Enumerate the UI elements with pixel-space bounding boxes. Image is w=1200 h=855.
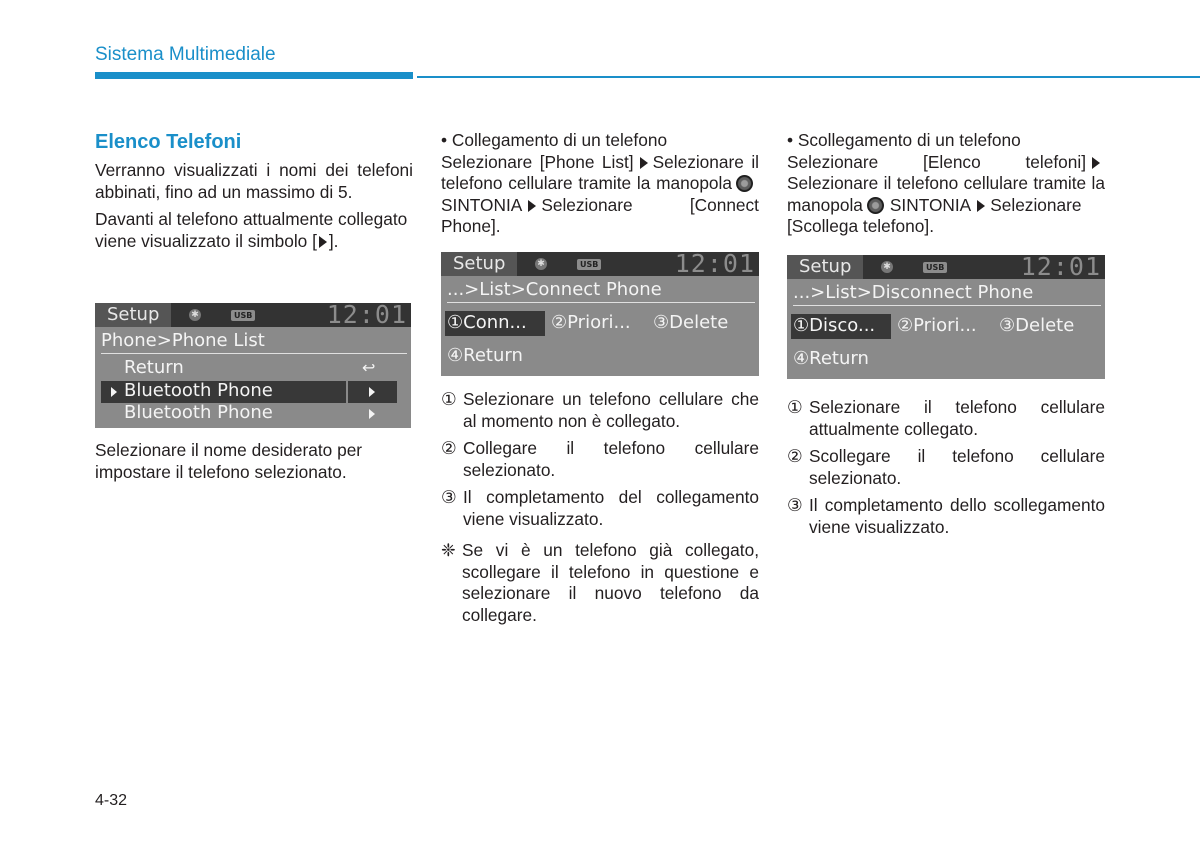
- list-item: [787, 446, 1105, 489]
- bluetooth-icon: ✱: [535, 258, 547, 270]
- list-item: [441, 438, 759, 481]
- bullet-connect-title: • Collegamento di un telefono: [441, 130, 668, 150]
- option-delete[interactable]: ③Delete: [999, 315, 1075, 336]
- screen-clock: 12:01: [326, 303, 407, 329]
- screen-path: Phone>Phone List: [101, 330, 265, 351]
- paragraph-phone-names: Verranno visualizzati i nomi dei telefoni abbinati, fino ad un massimo di 5.: [95, 160, 413, 202]
- screen-path: ...>List>Disconnect Phone: [793, 282, 1034, 303]
- play-arrow-icon: [1092, 157, 1100, 169]
- list-marker: ①: [787, 397, 803, 417]
- connect-numbered-list: [441, 389, 759, 530]
- column-disconnect-phone: [787, 130, 1105, 244]
- list-marker: ②: [787, 446, 803, 466]
- list-item-bluetooth-phone-1[interactable]: Bluetooth Phone: [124, 380, 273, 401]
- step-text: SINTONIA: [889, 194, 972, 215]
- list-item: [787, 495, 1105, 538]
- option-connect[interactable]: ①Conn...: [447, 312, 527, 333]
- list-item: [441, 389, 759, 432]
- list-item-text: Il completamento dello scollegamento viene visualizzato.: [809, 495, 1105, 537]
- page-number: 4-32: [95, 792, 128, 809]
- list-item-bluetooth-phone-2[interactable]: Bluetooth Phone: [124, 402, 273, 423]
- paragraph-connect-steps: [441, 152, 759, 238]
- section-title: Sistema Multimediale: [95, 44, 276, 65]
- list-item-text: Il completamento del collegamento viene visualizzato.: [463, 487, 759, 529]
- lcd-screen-disconnect-phone: [787, 255, 1105, 379]
- list-item-text: Selezionare il telefono cellulare attualmente collegato.: [809, 397, 1105, 439]
- chevron-right-icon: [369, 409, 375, 419]
- column-connect-phone: [441, 130, 759, 244]
- connected-arrow-icon: [111, 387, 117, 397]
- bullet-disconnect-title: • Scollegamento di un telefono: [787, 130, 1021, 150]
- column-phone-list-after: [95, 440, 413, 489]
- lcd-screen-phone-list: [95, 303, 411, 428]
- option-priority[interactable]: ②Priori...: [897, 315, 977, 336]
- paragraph-text: Davanti al telefono attualmente collegato viene visualizzato il simbolo [: [95, 209, 408, 251]
- screen-setup-label: Setup: [441, 252, 517, 276]
- note-already-connected: [441, 540, 759, 626]
- paragraph-select-name: Selezionare il nome desiderato per impostare il telefono selezionato.: [95, 440, 363, 482]
- list-item-text: Collegare il telefono cellulare selezionato.: [463, 438, 759, 480]
- play-arrow-icon: [319, 236, 327, 248]
- list-item-return[interactable]: Return: [124, 357, 184, 378]
- step-text: Selezionare [Elenco telefoni]: [787, 151, 1086, 172]
- list-marker: ②: [441, 438, 457, 458]
- option-priority[interactable]: ②Priori...: [551, 312, 631, 333]
- screen-clock: 12:01: [674, 252, 755, 278]
- screen-setup-label: Setup: [787, 255, 863, 279]
- return-icon: ↩: [362, 358, 376, 377]
- usb-icon: USB: [577, 259, 601, 270]
- list-item-text: Selezionare un telefono cellulare che al momento non è collegato.: [463, 389, 759, 431]
- play-arrow-icon: [640, 157, 648, 169]
- step-text: Selezionare [Phone List]: [441, 151, 634, 172]
- screen-setup-label: Setup: [95, 303, 171, 327]
- step-text: Selezionare [Connect Phone].: [441, 194, 759, 236]
- bluetooth-icon: ✱: [881, 261, 893, 273]
- tuning-knob-icon: [736, 175, 753, 192]
- bluetooth-icon: ✱: [189, 309, 201, 321]
- header-rule: [417, 76, 1200, 78]
- column-phone-list: [95, 130, 413, 258]
- list-item: [787, 397, 1105, 440]
- paragraph-disconnect-steps: [787, 152, 1105, 238]
- option-disconnect[interactable]: ①Disco...: [793, 315, 876, 336]
- screen-divider: [793, 305, 1101, 306]
- list-item: [441, 487, 759, 530]
- list-marker: ③: [787, 495, 803, 515]
- usb-icon: USB: [923, 262, 947, 273]
- screen-clock: 12:01: [1020, 255, 1101, 281]
- option-delete[interactable]: ③Delete: [653, 312, 729, 333]
- list-item-text: Scollegare il telefono cellulare selezionato.: [809, 446, 1105, 488]
- note-marker: ❈: [441, 540, 456, 560]
- option-return[interactable]: ④Return: [793, 348, 869, 369]
- column-disconnect-phone-after: [787, 397, 1105, 544]
- heading-elenco-telefoni: Elenco Telefoni: [95, 131, 242, 153]
- lcd-screen-connect-phone: [441, 252, 759, 376]
- step-text: SINTONIA: [441, 194, 523, 215]
- step-text: Selezionare [Scollega telefono].: [787, 194, 1082, 236]
- disconnect-numbered-list: [787, 397, 1105, 538]
- option-return[interactable]: ④Return: [447, 345, 523, 366]
- tuning-knob-icon: [867, 197, 884, 214]
- list-marker: ③: [441, 487, 457, 507]
- paragraph-connected-symbol: [95, 209, 413, 252]
- screen-path: ...>List>Connect Phone: [447, 279, 662, 300]
- note-text: Se vi è un telefono già collegato, scollegare il telefono in questione e selezionare il nuovo telefono da collegare.: [462, 540, 759, 625]
- paragraph-text-end: ].: [328, 230, 339, 251]
- screen-divider: [447, 302, 755, 303]
- play-arrow-icon: [528, 200, 536, 212]
- chevron-right-icon: [369, 387, 375, 397]
- header-accent-bar: [95, 72, 413, 79]
- step-text: Selezionare il telefono cellulare tramite la manopola: [441, 151, 759, 193]
- play-arrow-icon: [977, 200, 985, 212]
- list-marker: ①: [441, 389, 457, 409]
- screen-divider: [101, 353, 407, 354]
- step-text: Selezionare il telefono cellulare tramite la manopola: [787, 173, 1105, 215]
- column-connect-phone-after: [441, 389, 759, 626]
- usb-icon: USB: [231, 310, 255, 321]
